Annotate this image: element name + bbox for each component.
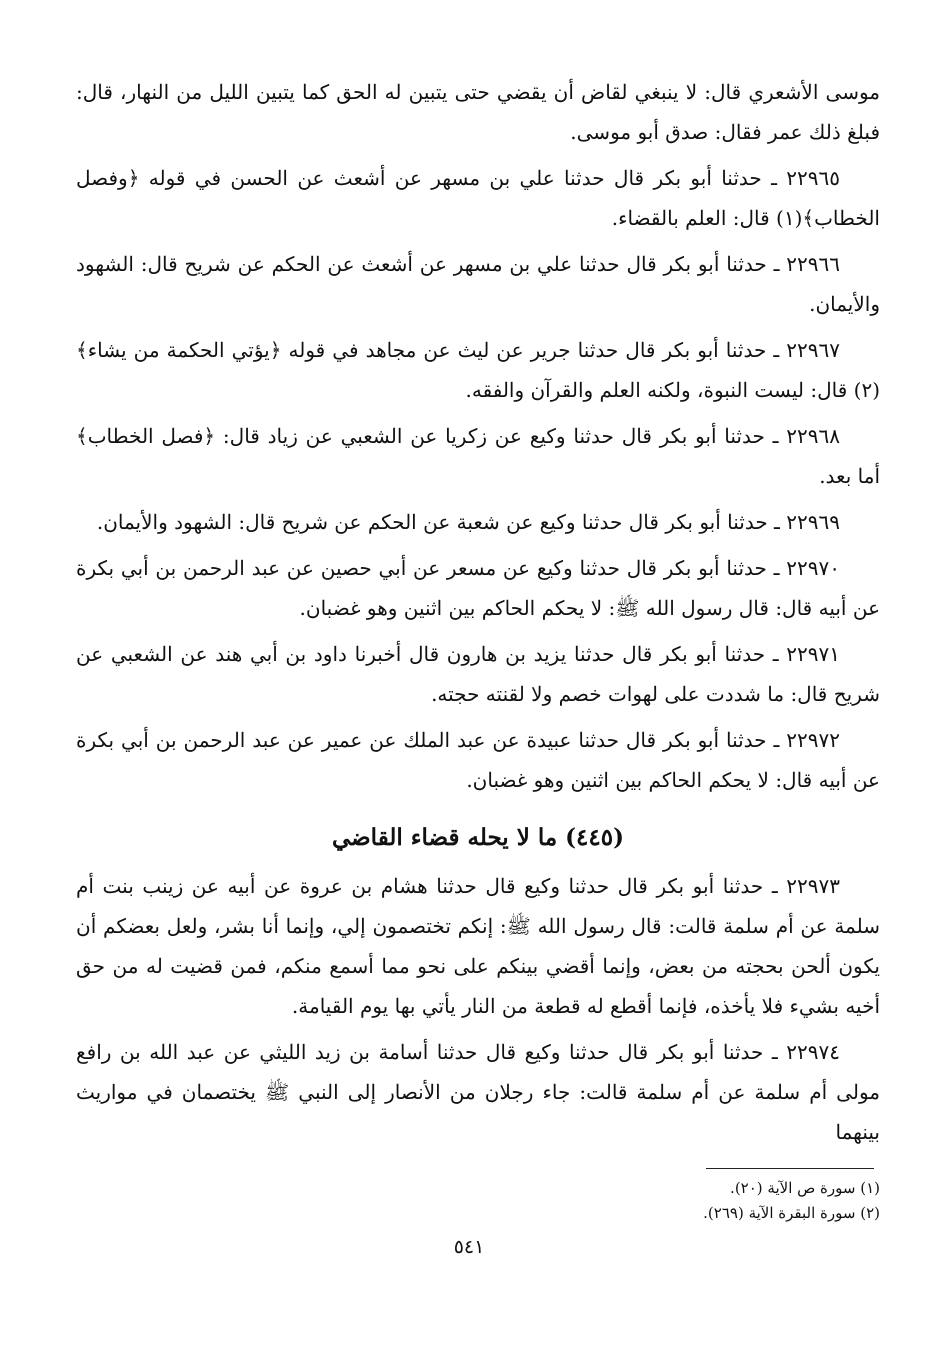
page-number: ٥٤١	[453, 1236, 485, 1258]
footnote-1: (١) سورة ص الآية (٢٠).	[730, 1179, 880, 1197]
footnote-divider	[706, 1168, 874, 1169]
footnotes	[80, 1176, 880, 1226]
footnote-2: (٢) سورة البقرة الآية (٢٦٩).	[703, 1204, 880, 1222]
hadith-22971: ٢٢٩٧١ ـ حدثنا أبو بكر قال حدثنا يزيد بن هارون قال أخبرنا داود بن أبي هند عن الشعبي عن شريح قال: ما شددت على لهوات خصم ولا لقنته حجته.	[76, 642, 880, 706]
hadith-22965: ٢٢٩٦٥ ـ حدثنا أبو بكر قال حدثنا علي بن مسهر عن أشعث عن الحسن في قوله ﴿وفصل الخطاب﴾(١) قال: العلم بالقضاء.	[76, 166, 880, 230]
hadith-22966: ٢٢٩٦٦ ـ حدثنا أبو بكر قال حدثنا علي بن مسهر عن أشعث عن الحكم عن شريح قال: الشهود والأيمان.	[76, 252, 880, 316]
hadith-22969: ٢٢٩٦٩ ـ حدثنا أبو بكر قال حدثنا وكيع عن شعبة عن الحكم عن شريح قال: الشهود والأيمان.	[96, 510, 840, 534]
hadith-22973: ٢٢٩٧٣ ـ حدثنا أبو بكر قال حدثنا وكيع قال حدثنا هشام بن عروة عن أبيه عن زينب بنت أم سلمة عن أم سلمة قالت: قال رسول الله ﷺ: إنكم تختصمون إلي، وإنما أنا بشر، ولعل بعضكم أن يكون ألحن بحجته من بعض، وإنما أقضي بينكم على نحو مما أسمع منكم، فمن قضيت له من حق أخيه بشيء فلا يأخذه، فإنما أقطع له قطعة من النار يأتي بها يوم القيامة.	[76, 874, 880, 1018]
paragraph-continuation: موسى الأشعري قال: لا ينبغي لقاض أن يقضي حتى يتبين له الحق كما يتبين الليل من النهار، قال: فبلغ ذلك عمر فقال: صدق أبو موسى.	[76, 80, 880, 144]
hadith-22970: ٢٢٩٧٠ ـ حدثنا أبو بكر قال حدثنا وكيع عن مسعر عن أبي حصين عن عبد الرحمن بن أبي بكرة عن أبيه قال: قال رسول الله ﷺ: لا يحكم الحاكم بين اثنين وهو غضبان.	[76, 556, 880, 620]
hadith-22974: ٢٢٩٧٤ ـ حدثنا أبو بكر قال حدثنا وكيع قال حدثنا أسامة بن زيد الليثي عن عبد الله بن رافع مولى أم سلمة عن أم سلمة قالت: جاء رجلان من الأنصار إلى النبي ﷺ يختصمان في مواريث بينهما	[76, 1040, 880, 1144]
hadith-22972: ٢٢٩٧٢ ـ حدثنا أبو بكر قال حدثنا عبيدة عن عبد الملك عن عمير عن عبد الرحمن بن أبي بكرة عن أبيه قال: لا يحكم الحاكم بين اثنين وهو غضبان.	[76, 728, 880, 792]
chapter-heading: (٤٤٥) ما لا يحله قضاء القاضي	[331, 824, 624, 851]
hadith-22968: ٢٢٩٦٨ ـ حدثنا أبو بكر قال حدثنا وكيع عن زكريا عن الشعبي عن زياد قال: ﴿فصل الخطاب﴾ أما بعد.	[76, 424, 880, 488]
hadith-22967: ٢٢٩٦٧ ـ حدثنا أبو بكر قال حدثنا جرير عن ليث عن مجاهد في قوله ﴿يؤتي الحكمة من يشاء﴾(٢) قال: ليست النبوة، ولكنه العلم والقرآن والفقه.	[76, 338, 880, 402]
